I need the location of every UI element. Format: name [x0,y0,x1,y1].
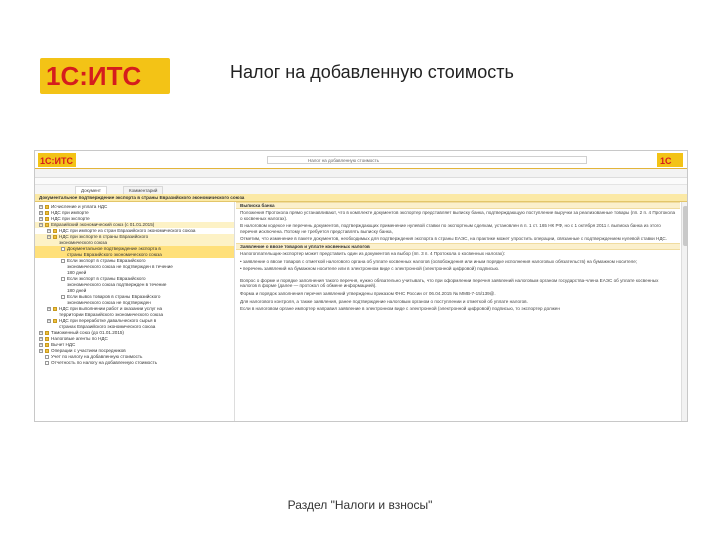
expand-icon[interactable]: + [40,211,43,215]
tab-document[interactable]: Документ [75,186,107,194]
document-icon [61,277,65,281]
svg-text:1С:ИТС: 1С:ИТС [46,61,142,91]
folder-icon [45,211,49,215]
folder-icon [53,229,57,233]
paragraph: Положения Протокола прямо устанавливают, что в комплекте документов экспортер представляет выписку банка, подтверждающую поступление выручки за реализованные товары (пп. 2 п. 4 Протокола о косвенных налогах). [240,210,676,221]
svg-text:1С: 1С [660,156,672,166]
app-header [35,151,687,169]
folder-icon [53,307,57,311]
expand-icon[interactable]: + [48,307,51,311]
tree-item-label: странах Евразийского экономического союза [59,324,156,329]
tree-item-label: НДС при экспорте [51,216,90,221]
tree-item-label: Исчисление и уплата НДС [51,204,108,209]
expand-icon[interactable]: + [40,349,43,353]
document-icon [61,259,65,263]
tree-item-label: НДС при переработке давальческого сырья в [59,318,157,323]
document-content [236,202,680,422]
expand-icon[interactable]: + [40,205,43,209]
tree-item-label: НДС при импорте из стран Евразийского экономического союза [59,228,196,233]
tree-item-label: НДС при экспорте в страны Евразийского [59,234,149,239]
tree-item-label: Документальное подтверждение экспорта в [67,246,161,251]
expand-icon[interactable]: + [40,343,43,347]
document-title: Документальное подтверждение экспорта в страны Евразийского экономического союза [35,194,687,202]
expand-icon[interactable]: + [40,337,43,341]
folder-icon [53,319,57,323]
tree-item-label: НДС при импорте [51,210,89,215]
tree-item-label: экономического союза не подтвержден в течение [67,264,173,269]
paragraph: • перечень заявлений на бумажном носителе или в электронном виде с электронной (электронной цифровой) подписью. [240,266,500,272]
tree-item-label: экономического союза подтвержден в течение [67,282,167,287]
collapse-icon[interactable]: − [48,235,51,239]
expand-icon[interactable]: + [48,319,51,323]
tab-bar [35,185,687,194]
section-heading: Выписка банка [236,202,680,209]
paragraph: В налоговом кодексе не перечень документов, подтверждающих применение нулевой ставки по экспортным сделкам, установлен в п. 1 ст. 165 НК РФ, но с 1 октября 2011 г. выписка банка из этого перечня исключена. Потому не требуется представлять выписку банка, [240,223,661,234]
scrollbar-thumb[interactable] [683,206,688,246]
tree-item-label: Если экспорт в страны Евразийского [67,258,146,263]
document-icon [45,361,49,365]
slide-title: Налог на добавленную стоимость [230,62,514,82]
its-logo-small [38,153,76,167]
collapse-icon[interactable]: − [40,223,43,227]
tree-item-label: Учет по налогу на добавленную стоимость [51,354,143,359]
its-logo [40,52,170,96]
tree-item-label: экономического союза не подтвержден [67,300,151,305]
app-window [34,150,688,422]
paragraph: Для налогового контроля, а также заявления, ранее подтверждение налоговым органом о поступлении и отметкой об уплате налогов. [240,298,528,304]
document-icon [61,247,65,251]
paragraph: Налогоплательщик-экспортер может представить один из документов на выбор (пп. 3 п. 4 Протокола о косвенных налогах): [240,250,505,256]
folder-icon [45,349,49,353]
tree-item-label: НДС при выполнении работ и оказании услуг на [59,306,163,311]
tree-item-label: Таможенный союз (до 01.01.2015) [51,330,124,335]
paragraph: Отметим, что изменение в пакете документов, необходимых для подтверждения экспорта в страны ЕАЭС, на практике может упростить операции, связанные с подтверждением нулевой ставки НДС. [240,236,668,242]
navigation-tree [35,202,235,422]
menu-bar [35,169,687,178]
vertical-scrollbar[interactable] [681,202,688,422]
document-icon [61,295,65,299]
tree-item-label: 180 дней [67,270,87,275]
section-heading: Заявление о ввозе товаров и уплате косвенных налогов [236,243,680,250]
document-icon [45,355,49,359]
expand-icon[interactable]: + [40,217,43,221]
tree-item-label: Операции с участием посредников [51,348,126,353]
tab-comment[interactable]: Комментарий [123,186,163,194]
expand-icon[interactable]: + [48,229,51,233]
tree-item-label: Если вывоз товаров в страны Евразийского [67,294,161,299]
tree-item-label: Налоговые агенты по НДС [51,336,108,341]
expand-icon[interactable]: + [40,331,43,335]
svg-text:1С:ИТС: 1С:ИТС [40,156,73,166]
paragraph: • заявление о ввозе товаров с отметкой налогового органа об уплате косвенных налогов (освобождения или иным порядке исполнения налоговых обязательств) на бумажном носителе; [240,258,638,264]
tree-item-label: страны Евразийского экономического союза [67,252,162,257]
search-input[interactable]: Налог на добавленную стоимость [267,156,587,164]
folder-icon [45,337,49,341]
1c-logo [657,153,683,167]
paragraph: Форма и порядок заполнения перечня заявлений утверждены приказом ФНС России от 06.04.2015 № ММВ-7-15/139@. [240,290,496,296]
paragraph: Если в налоговом органе импортер направил заявление в электронном виде с электронной (электронной цифровой) подписью, то экспортер должен [240,306,560,312]
paragraph: Вопрос о форме и порядке заполнения такого перечня, нужно обязательно учитывать, что при оформлении перечня заявлений налоговым органом государства-члена ЕАЭС об уплате косвенных налогов в форме (далее — протокол об обмене информацией). [240,277,659,289]
tree-item-label: территории Евразийского экономического союза [59,312,164,317]
tree-item-label: Евразийский экономический союз (с 01.01.2015) [51,222,155,227]
tree-item-label: Если экспорт в страны Евразийского [67,276,146,281]
folder-icon [45,217,49,221]
slide-footer: Раздел "Налоги и взносы" [287,498,433,512]
breadcrumb [35,178,687,185]
folder-icon [45,343,49,347]
tree-item[interactable] [35,360,234,366]
tree-item-label: Отчетность по налогу на добавленную стоимость [51,360,158,365]
tree-item-label: 180 дней [67,288,87,293]
folder-icon [45,205,49,209]
folder-icon [53,235,57,239]
tree-item-label: Вычет НДС [51,342,76,347]
folder-icon [45,223,49,227]
folder-icon [45,331,49,335]
tree-item-label: экономического союза [59,240,108,245]
